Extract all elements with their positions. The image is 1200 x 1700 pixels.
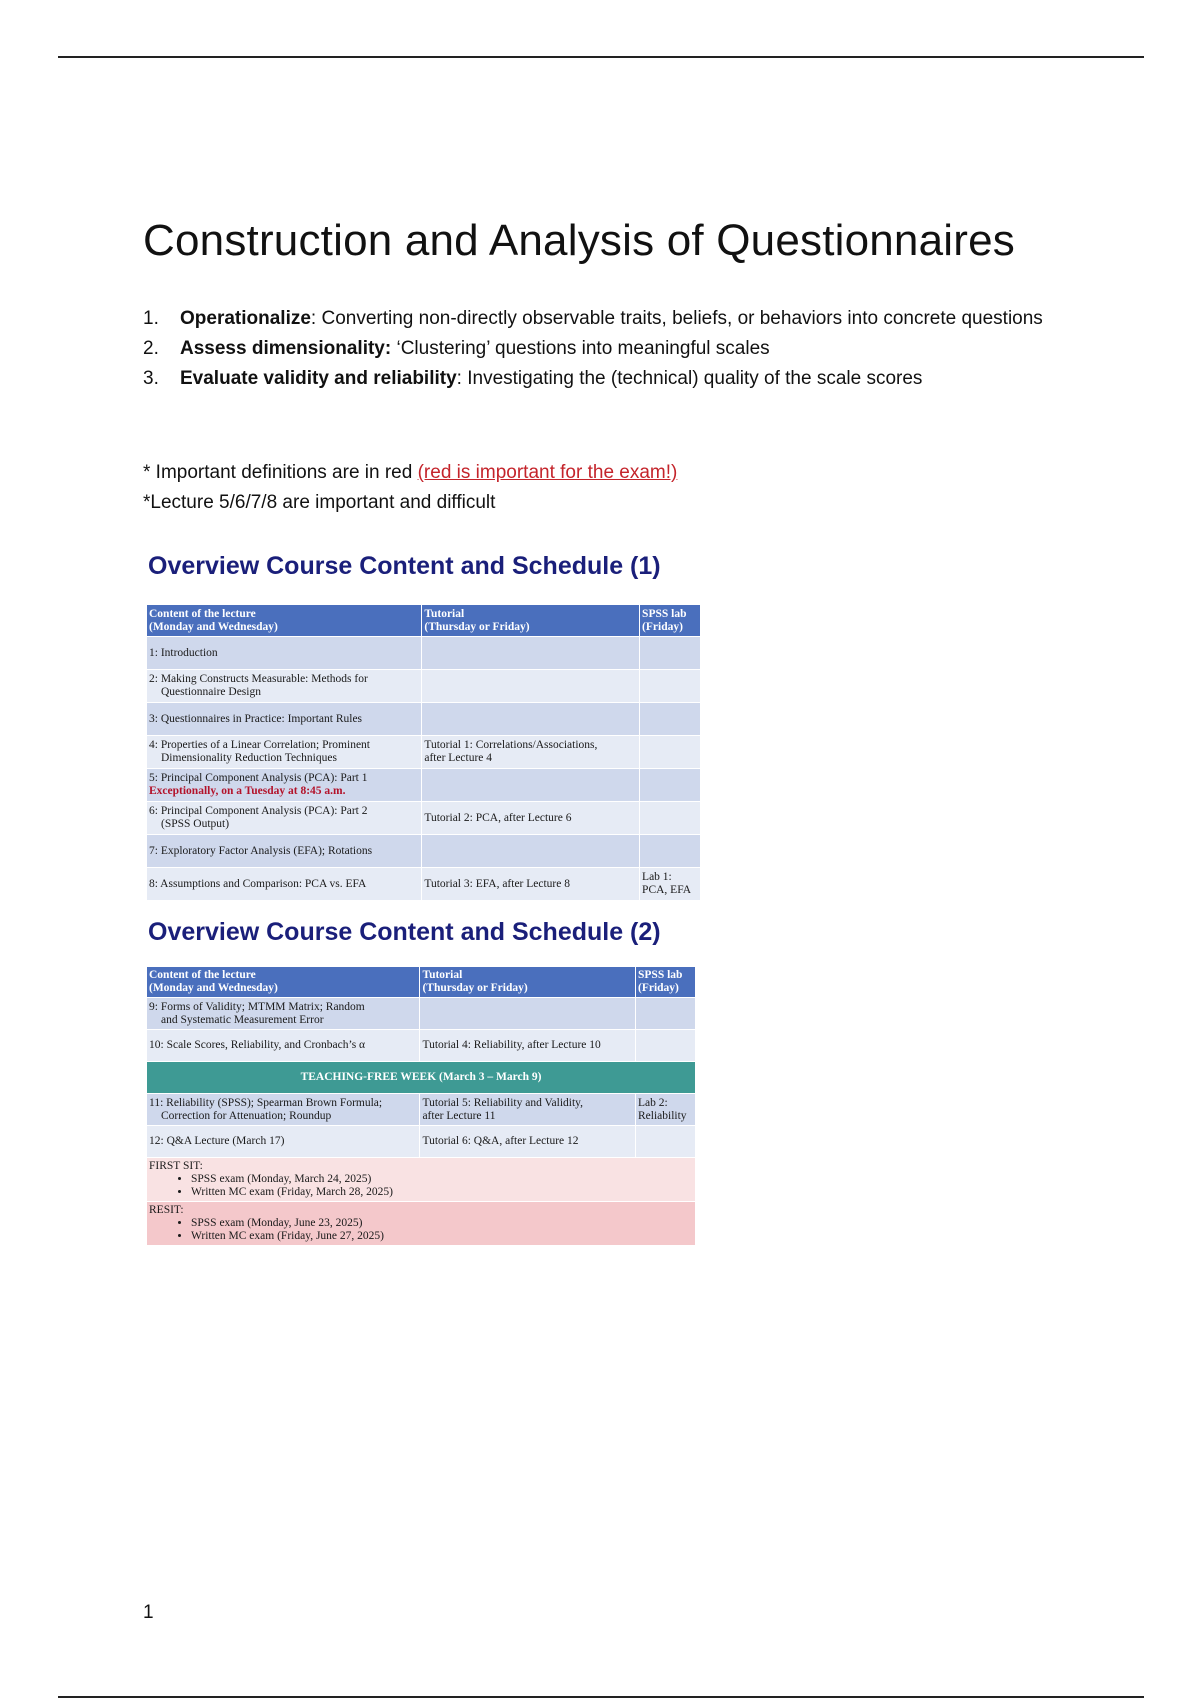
- lecture-text: 9: Forms of Validity; MTMM Matrix; Random: [149, 1000, 365, 1013]
- resit-row: [147, 1202, 696, 1246]
- header-rule: [58, 56, 1144, 58]
- table-row: [147, 1030, 696, 1062]
- tutorial-text: Tutorial 5: Reliability and Validity,: [422, 1096, 584, 1109]
- header-text: Tutorial: [424, 607, 465, 620]
- first-sit-cell: [147, 1158, 696, 1202]
- tutorial-cell: [420, 1126, 636, 1158]
- lab-text: Lab 1:: [642, 871, 672, 883]
- note-important: [143, 458, 677, 488]
- tutorial-text: Tutorial 2: PCA, after Lecture 6: [424, 811, 572, 824]
- list-item: • SPSS exam (Monday, March 24, 2025): [191, 1173, 693, 1186]
- tutorial-cell: [420, 1094, 636, 1126]
- header-subtext: (Monday and Wednesday): [149, 620, 278, 633]
- first-sit-row: [147, 1158, 696, 1202]
- lecture-cell: [147, 1030, 420, 1062]
- lecture-text-cont: Questionnaire Design: [161, 686, 261, 698]
- header-lecture: [147, 605, 422, 637]
- lecture-text: 11: Reliability (SPSS); Spearman Brown Formula;: [149, 1096, 383, 1109]
- step-item: [143, 334, 1043, 364]
- lab-text: Lab 2:: [638, 1096, 668, 1109]
- document-title: Construction and Analysis of Questionnaires: [143, 216, 1015, 265]
- tutorial-text-cont: after Lecture 11: [422, 1109, 496, 1122]
- table-row: [147, 637, 701, 670]
- header-tutorial: [420, 967, 636, 998]
- lab-cell: [640, 736, 701, 769]
- lab-text-cont: Reliability: [638, 1109, 687, 1122]
- lecture-cell: [147, 670, 422, 703]
- footer-rule: [58, 1696, 1144, 1698]
- lab-cell: [636, 998, 696, 1030]
- schedule-table-1: [146, 604, 701, 901]
- tutorial-cell: [422, 670, 640, 703]
- note-red-link[interactable]: (red is important for the exam!): [417, 462, 678, 483]
- lab-cell: [640, 835, 701, 868]
- tutorial-cell: [422, 703, 640, 736]
- teaching-free-cell: TEACHING-FREE WEEK (March 3 – March 9): [147, 1062, 696, 1094]
- tutorial-cell: [422, 769, 640, 802]
- lab-cell: [636, 1094, 696, 1126]
- lab-cell: [640, 670, 701, 703]
- resit-list: [149, 1217, 693, 1243]
- notes: [143, 458, 677, 518]
- lecture-text: 3: Questionnaires in Practice: Important Rules: [149, 712, 363, 725]
- table-row: [147, 769, 701, 802]
- resit-label: RESIT:: [149, 1204, 184, 1216]
- lecture-text: 5: Principal Component Analysis (PCA): Part 1: [149, 772, 368, 784]
- step-item: [143, 364, 1043, 394]
- lab-cell: [640, 637, 701, 670]
- lab-cell: [640, 703, 701, 736]
- tutorial-cell: [422, 868, 640, 901]
- header-lecture: [147, 967, 420, 998]
- lecture-text: 7: Exploratory Factor Analysis (EFA); Rotations: [149, 844, 373, 857]
- lecture-cell: [147, 769, 422, 802]
- header-lab: [640, 605, 701, 637]
- steps-list: [143, 304, 1043, 394]
- header-subtext: (Thursday or Friday): [424, 620, 530, 633]
- table-row: [147, 736, 701, 769]
- header-text: SPSS lab: [638, 969, 683, 981]
- lecture-text: 10: Scale Scores, Reliability, and Cronbach’s α: [149, 1039, 366, 1051]
- lecture-text-cont: Correction for Attenuation; Roundup: [161, 1109, 332, 1122]
- tutorial-text: Tutorial 4: Reliability, after Lecture 10: [422, 1039, 601, 1051]
- schedule-table-2: [146, 966, 696, 1246]
- lecture-cell: [147, 868, 422, 901]
- table-row: [147, 703, 701, 736]
- slide2-title: Overview Course Content and Schedule (2): [148, 918, 661, 946]
- lab-cell: [640, 868, 701, 901]
- slide1-title: Overview Course Content and Schedule (1): [148, 552, 661, 580]
- step-item: [143, 304, 1043, 334]
- lecture-text: 4: Properties of a Linear Correlation; Prominent: [149, 739, 370, 751]
- step-separator: :: [456, 368, 462, 389]
- step-text: Converting non-directly observable traits, beliefs, or behaviors into concrete questions: [316, 308, 1043, 329]
- lab-cell: [636, 1030, 696, 1062]
- tutorial-cell: [422, 637, 640, 670]
- lecture-text-cont: Dimensionality Reduction Techniques: [161, 752, 337, 764]
- lecture-text: 12: Q&A Lecture (March 17): [149, 1135, 285, 1147]
- lab-text-cont: PCA, EFA: [642, 884, 692, 896]
- step-term: Evaluate validity and reliability: [180, 368, 457, 389]
- lecture-cell: [147, 998, 420, 1030]
- step-number: 2.: [143, 338, 159, 359]
- header-tutorial: [422, 605, 640, 637]
- tutorial-text: Tutorial 1: Correlations/Associations,: [424, 739, 598, 751]
- step-number: 3.: [143, 368, 159, 389]
- tutorial-cell: [420, 1030, 636, 1062]
- lecture-cell: [147, 1094, 420, 1126]
- table-header-row: [147, 605, 701, 637]
- step-text: ‘Clustering’ questions into meaningful scales: [391, 338, 770, 359]
- header-text: Content of the lecture: [149, 607, 256, 620]
- tutorial-cell: [422, 802, 640, 835]
- header-subtext: (Friday): [642, 620, 683, 633]
- step-number: 1.: [143, 308, 159, 329]
- header-text: Content of the lecture: [149, 969, 256, 981]
- list-item: • Written MC exam (Friday, March 28, 2025): [191, 1186, 693, 1199]
- lecture-text: 8: Assumptions and Comparison: PCA vs. EFA: [149, 877, 367, 890]
- first-sit-list: [149, 1173, 693, 1199]
- header-text: Tutorial: [422, 969, 463, 981]
- step-term: Operationalize: [180, 308, 311, 329]
- tutorial-text-cont: after Lecture 4: [424, 752, 493, 764]
- tutorial-cell: [422, 835, 640, 868]
- table-row: [147, 670, 701, 703]
- lecture-text-cont: and Systematic Measurement Error: [161, 1013, 324, 1026]
- list-item: • SPSS exam (Monday, June 23, 2025): [191, 1217, 693, 1230]
- tutorial-text: Tutorial 6: Q&A, after Lecture 12: [422, 1135, 579, 1147]
- lecture-red-note: Exceptionally, on a Tuesday at 8:45 a.m.: [149, 785, 346, 797]
- header-text: SPSS lab: [642, 607, 687, 620]
- tutorial-cell: [420, 998, 636, 1030]
- lecture-text: 1: Introduction: [149, 646, 218, 659]
- tutorial-text: Tutorial 3: EFA, after Lecture 8: [424, 877, 570, 890]
- table-row: [147, 1126, 696, 1158]
- lecture-cell: [147, 637, 422, 670]
- table-row: [147, 835, 701, 868]
- lecture-cell: [147, 835, 422, 868]
- step-text: Investigating the (technical) quality of the scale scores: [461, 368, 923, 389]
- lab-cell: [640, 802, 701, 835]
- lecture-text: 6: Principal Component Analysis (PCA): Part 2: [149, 805, 368, 817]
- lecture-text: 2: Making Constructs Measurable: Methods for: [149, 673, 368, 685]
- step-separator: :: [310, 308, 317, 329]
- table-row: [147, 998, 696, 1030]
- tutorial-cell: [422, 736, 640, 769]
- lecture-cell: [147, 1126, 420, 1158]
- lab-cell: [640, 769, 701, 802]
- header-subtext: (Monday and Wednesday): [149, 982, 278, 994]
- step-term: Assess dimensionality:: [180, 338, 392, 359]
- resit-cell: [147, 1202, 696, 1246]
- header-subtext: (Thursday or Friday): [422, 982, 528, 994]
- lecture-cell: [147, 736, 422, 769]
- note-lectures: *Lecture 5/6/7/8 are important and difficult: [143, 492, 496, 513]
- table-row: [147, 868, 701, 901]
- table-row: [147, 802, 701, 835]
- lecture-cell: [147, 802, 422, 835]
- table-header-row: [147, 967, 696, 998]
- header-lab: [636, 967, 696, 998]
- page-number: 1: [143, 1602, 154, 1623]
- list-item: • Written MC exam (Friday, June 27, 2025): [191, 1230, 693, 1243]
- first-sit-label: FIRST SIT:: [149, 1160, 203, 1172]
- teaching-free-row: [147, 1062, 696, 1094]
- note-text: * Important definitions are in red: [143, 462, 418, 483]
- lecture-text-cont: (SPSS Output): [161, 818, 230, 830]
- table-row: [147, 1094, 696, 1126]
- lecture-cell: [147, 703, 422, 736]
- lab-cell: [636, 1126, 696, 1158]
- header-subtext: (Friday): [638, 982, 679, 994]
